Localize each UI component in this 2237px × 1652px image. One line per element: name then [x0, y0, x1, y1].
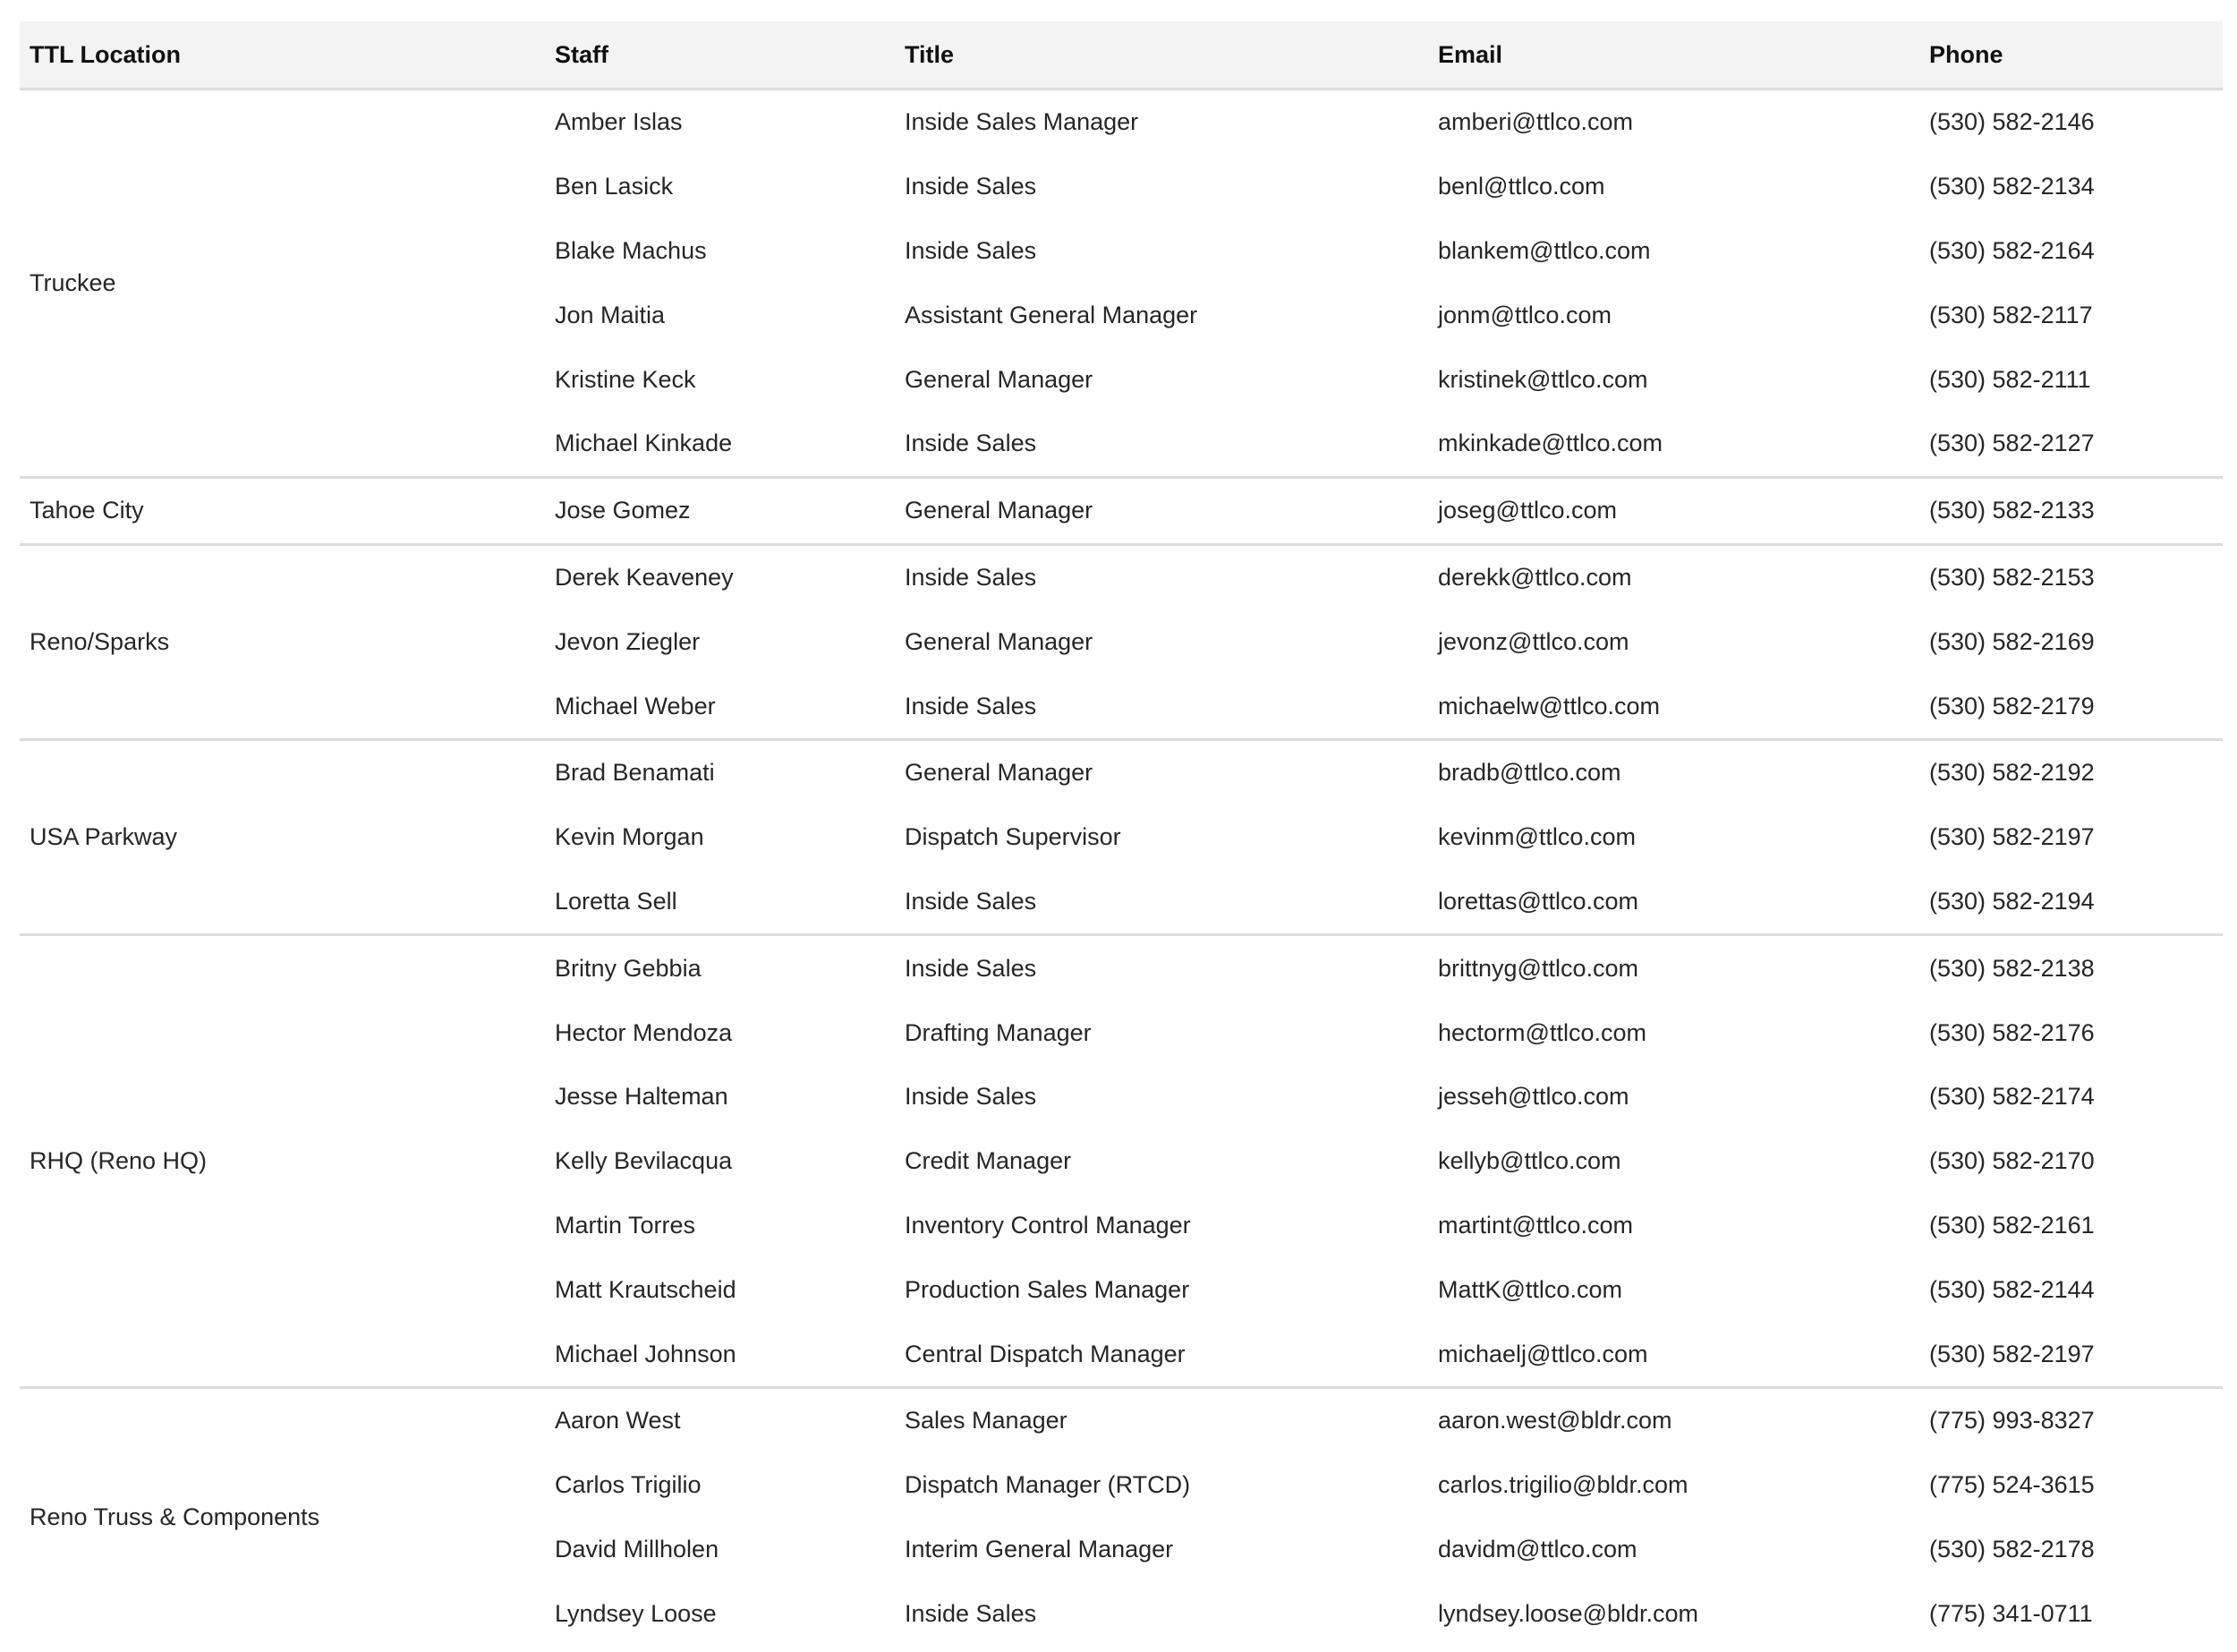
job-title-cell: Inside Sales: [905, 430, 1037, 457]
phone-cell: (530) 582-2111: [1929, 365, 2091, 393]
staff-name-cell: Lyndsey Loose: [555, 1599, 717, 1627]
location-cell: Reno Truss & Components: [20, 1387, 545, 1646]
table-body: [20, 89, 2223, 1647]
staff-name-cell: David Millholen: [555, 1535, 719, 1563]
table-row: [20, 1387, 2223, 1452]
header-phone: Phone: [1919, 21, 2223, 89]
email-cell: davidm@ttlco.com: [1438, 1535, 1637, 1563]
staff-name-cell: Kristine Keck: [555, 365, 696, 393]
staff-name-cell: Kelly Bevilacqua: [555, 1147, 733, 1175]
email-cell: kristinek@ttlco.com: [1438, 365, 1648, 393]
phone-cell: (530) 582-2192: [1919, 739, 2223, 805]
email-cell: joseg@ttlco.com: [1428, 477, 1919, 544]
job-title-cell: Inside Sales: [905, 1083, 1037, 1111]
staff-name-cell: Kevin Morgan: [555, 823, 704, 851]
phone-cell: (530) 582-2197: [1929, 823, 2095, 851]
email-cell: lyndsey.loose@bldr.com: [1438, 1599, 1699, 1627]
job-title-cell: Inside Sales: [905, 1599, 1037, 1627]
job-title-cell: Inside Sales: [905, 173, 1037, 200]
email-cell: benl@ttlco.com: [1438, 173, 1605, 200]
job-title-cell: General Manager: [905, 627, 1093, 655]
phone-cell: (530) 582-2161: [1929, 1211, 2095, 1239]
email-cell: michaelw@ttlco.com: [1438, 692, 1660, 720]
phone-cell: (530) 582-2127: [1929, 430, 2095, 457]
table-header: [20, 21, 2223, 89]
email-cell: blankem@ttlco.com: [1438, 236, 1651, 264]
job-title-cell: Inside Sales Manager: [905, 108, 1139, 136]
email-cell: kellyb@ttlco.com: [1438, 1147, 1621, 1175]
staff-name-cell: Britny Gebbia: [545, 935, 895, 1001]
job-title-cell: Production Sales Manager: [905, 1275, 1190, 1303]
header-staff: Staff: [545, 21, 895, 89]
email-cell: derekk@ttlco.com: [1428, 544, 1919, 609]
staff-directory-table: [20, 21, 2223, 1646]
phone-cell: (530) 582-2174: [1929, 1083, 2095, 1111]
phone-cell: (530) 582-2169: [1929, 627, 2095, 655]
table-row: [20, 89, 2223, 155]
phone-cell: (530) 582-2138: [1919, 935, 2223, 1001]
staff-name-cell: Michael Weber: [555, 692, 716, 720]
email-cell: jonm@ttlco.com: [1438, 301, 1612, 328]
email-cell: jesseh@ttlco.com: [1438, 1083, 1629, 1111]
email-cell: michaelj@ttlco.com: [1438, 1340, 1648, 1367]
staff-name-cell: Hector Mendoza: [555, 1018, 733, 1046]
table-row: [20, 935, 2223, 1001]
job-title-cell: General Manager: [895, 477, 1428, 544]
email-cell: mkinkade@ttlco.com: [1438, 430, 1663, 457]
header-title: Title: [895, 21, 1428, 89]
email-cell: amberi@ttlco.com: [1438, 108, 1633, 136]
staff-name-cell: Blake Machus: [555, 236, 707, 264]
email-cell: aaron.west@bldr.com: [1428, 1387, 1919, 1452]
email-cell: MattK@ttlco.com: [1438, 1275, 1622, 1303]
phone-cell: (530) 582-2170: [1929, 1147, 2095, 1175]
header-email: Email: [1428, 21, 1919, 89]
job-title-cell: General Manager: [895, 739, 1428, 805]
job-title-cell: Interim General Manager: [905, 1535, 1174, 1563]
phone-cell: (530) 582-2164: [1929, 236, 2095, 264]
phone-cell: (775) 993-8327: [1919, 1387, 2223, 1452]
job-title-cell: Credit Manager: [905, 1147, 1072, 1175]
phone-cell: (530) 582-2179: [1929, 692, 2095, 720]
staff-name-cell: Michael Kinkade: [555, 430, 733, 457]
phone-cell: (775) 341-0711: [1929, 1599, 2093, 1627]
staff-name-cell: Martin Torres: [555, 1211, 696, 1239]
email-cell: hectorm@ttlco.com: [1438, 1018, 1646, 1046]
job-title-cell: Inventory Control Manager: [905, 1211, 1191, 1239]
staff-name-cell: Ben Lasick: [555, 173, 674, 200]
staff-name-cell: Matt Krautscheid: [555, 1275, 736, 1303]
phone-cell: (530) 582-2146: [1929, 108, 2095, 136]
email-cell: lorettas@ttlco.com: [1438, 887, 1638, 915]
job-title-cell: Drafting Manager: [905, 1018, 1092, 1046]
email-cell: martint@ttlco.com: [1438, 1211, 1633, 1239]
email-cell: jevonz@ttlco.com: [1438, 627, 1629, 655]
staff-name-cell: Michael Johnson: [555, 1340, 736, 1367]
phone-cell: (530) 582-2144: [1929, 1275, 2095, 1303]
phone-cell: (530) 582-2133: [1919, 477, 2223, 544]
job-title-cell: General Manager: [905, 365, 1093, 393]
staff-name-cell: Jesse Halteman: [555, 1083, 728, 1111]
location-cell: Truckee: [30, 268, 116, 296]
table-row: [20, 739, 2223, 805]
phone-cell: (530) 582-2178: [1929, 1535, 2095, 1563]
header-location: TTL Location: [20, 21, 545, 89]
staff-name-cell: Amber Islas: [555, 108, 683, 136]
staff-name-cell: Derek Keaveney: [545, 544, 895, 609]
job-title-cell: Inside Sales: [905, 692, 1037, 720]
job-title-cell: Sales Manager: [895, 1387, 1428, 1452]
job-title-cell: Inside Sales: [895, 935, 1428, 1001]
table-row: [20, 477, 2223, 544]
email-cell: kevinm@ttlco.com: [1438, 823, 1636, 851]
phone-cell: (530) 582-2194: [1929, 887, 2095, 915]
phone-cell: (530) 582-2197: [1929, 1340, 2095, 1367]
job-title-cell: Assistant General Manager: [905, 301, 1198, 328]
job-title-cell: Inside Sales: [895, 544, 1428, 609]
location-cell: Reno/Sparks: [20, 544, 545, 739]
staff-name-cell: Carlos Trigilio: [555, 1471, 702, 1499]
location-cell: RHQ (Reno HQ): [20, 935, 545, 1388]
job-title-cell: Dispatch Supervisor: [905, 823, 1121, 851]
phone-cell: (530) 582-2134: [1929, 173, 2095, 200]
staff-name-cell: Aaron West: [545, 1387, 895, 1452]
staff-name-cell: Brad Benamati: [545, 739, 895, 805]
location-cell: Tahoe City: [20, 477, 545, 544]
staff-name-cell: Jevon Ziegler: [555, 627, 701, 655]
job-title-cell: Inside Sales: [905, 236, 1037, 264]
phone-cell: (530) 582-2153: [1919, 544, 2223, 609]
email-cell: bradb@ttlco.com: [1428, 739, 1919, 805]
email-cell: brittnyg@ttlco.com: [1428, 935, 1919, 1001]
location-cell: USA Parkway: [20, 739, 545, 934]
job-title-cell: Central Dispatch Manager: [905, 1340, 1186, 1367]
job-title-cell: Inside Sales: [905, 887, 1037, 915]
phone-cell: (530) 582-2176: [1929, 1018, 2095, 1046]
phone-cell: (775) 524-3615: [1929, 1471, 2095, 1499]
table-row: [20, 544, 2223, 609]
header-row: [20, 21, 2223, 89]
email-cell: carlos.trigilio@bldr.com: [1438, 1471, 1688, 1499]
staff-name-cell: Loretta Sell: [555, 887, 677, 915]
staff-name-cell: Jon Maitia: [555, 301, 666, 328]
job-title-cell: Dispatch Manager (RTCD): [905, 1471, 1191, 1499]
staff-name-cell: Jose Gomez: [545, 477, 895, 544]
phone-cell: (530) 582-2117: [1929, 301, 2093, 328]
